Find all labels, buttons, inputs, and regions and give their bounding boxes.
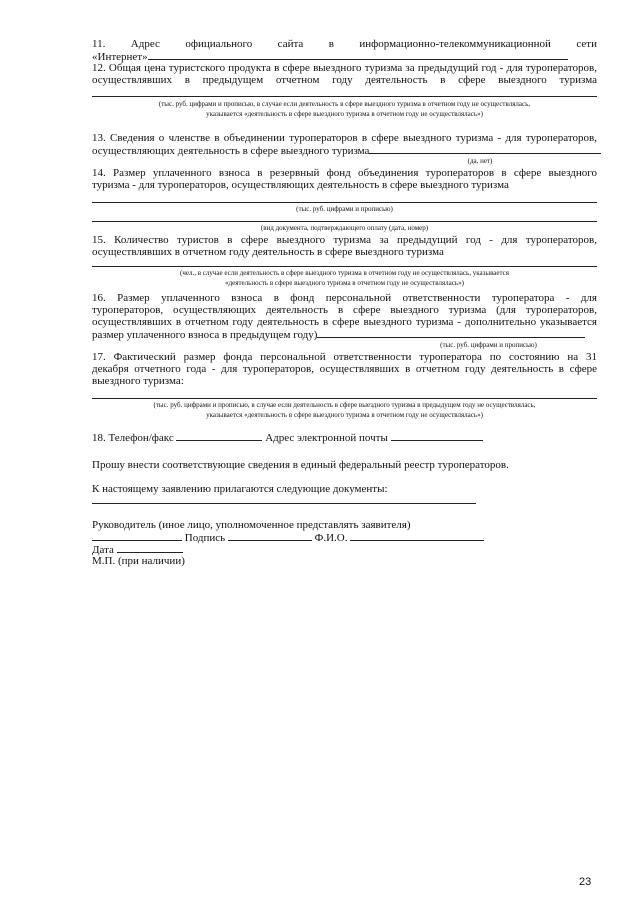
item16-line3: осуществлявших в отчетном году деятельность в сфере выездного туризма - дополнительно указывается — [92, 316, 597, 328]
membership-field[interactable] — [369, 144, 601, 154]
item12-field[interactable] — [92, 96, 597, 97]
fio-label: Ф.И.О. — [314, 532, 348, 544]
request-text: Прошу внести соответствующие сведения в единый федеральный реестр туроператоров. — [92, 459, 509, 471]
phone-label: 18. Телефон/факс — [92, 432, 174, 444]
phone-field[interactable] — [176, 431, 262, 441]
item14-line1: 14. Размер уплаченного взноса в резервный фонд объединения туроператоров в сфере выездного — [92, 167, 597, 179]
item15-note2: «деятельность в сфере выездного туризма в отчетном году не осуществлялась») — [225, 279, 464, 287]
seal-label: М.П. (при наличии) — [92, 555, 185, 567]
signature-head: Руководитель (иное лицо, уполномоченное представлять заявителя) — [92, 519, 411, 531]
item16-line1: 16. Размер уплаченного взноса в фонд персональной ответственности туроператора - для — [92, 292, 597, 304]
item13-label: осуществляющих деятельность в сфере выездного туризма — [92, 145, 370, 157]
liability-fund-size-field[interactable] — [92, 398, 597, 399]
item11-label: «Интернет» — [92, 51, 148, 63]
email-field[interactable] — [391, 431, 483, 441]
sign-label: Подпись — [184, 532, 226, 544]
website-field[interactable] — [148, 50, 568, 60]
item17-note2: указывается «деятельность в сфере выездного туризма в отчетном году не осуществлялась») — [206, 411, 483, 419]
page-number: 23 — [579, 876, 592, 888]
item17-line3: выездного туризма: — [92, 375, 184, 387]
liability-fund-fee-field[interactable] — [317, 328, 585, 338]
item15-line1: 15. Количество туристов в сфере выездного туризма за предыдущий год - для туроператоров, — [92, 234, 597, 246]
fio-field[interactable] — [350, 531, 484, 541]
position-field[interactable] — [92, 531, 182, 541]
item13-note: (да, нет) — [467, 157, 493, 165]
attachments-field[interactable] — [92, 503, 476, 504]
email-label: Адрес электронной почты — [265, 432, 388, 444]
item15-line2: осуществлявших в отчетном году деятельность в сфере выездного туризма — [92, 246, 444, 258]
date-field[interactable] — [117, 543, 183, 553]
date-label: Дата — [92, 544, 114, 556]
item17-note1: (тыс. руб. цифрами и прописью, в случае если деятельность в сфере выездного туризма в предыдущем году не осуществлялась, — [153, 401, 536, 409]
item14-note2: (вид документа, подтверждающего оплату (дата, номер) — [260, 224, 429, 232]
payment-document-field[interactable] — [92, 221, 597, 222]
item18-line — [92, 431, 597, 444]
reserve-fund-amount-field[interactable] — [92, 202, 597, 203]
signature-field[interactable] — [228, 531, 312, 541]
item12-note2: указывается «деятельность в сфере выездного туризма в отчетном году не осуществлялась») — [206, 110, 483, 118]
item12-line2: осуществлявших в предыдущем отчетном году деятельность в сфере выездного туризма — [92, 74, 597, 86]
item12-note1: (тыс. руб. цифрами и прописью, в случае если деятельность в сфере выездного туризма в отчетном году не осуществлялась, — [158, 100, 531, 108]
item16-line4 — [92, 328, 597, 341]
item17-line2: декабря отчетного года - для туроператоров, осуществлявших в отчетном году деятельность в сфере — [92, 363, 597, 375]
attachments-text: К настоящему заявлению прилагаются следующие документы: — [92, 483, 388, 495]
item17-line1: 17. Фактический размер фонда персональной ответственности туроператора по состоянию на 31 — [92, 351, 597, 363]
item16-line2: туроператоров, осуществляющих деятельность в сфере выездного туризма (для туроператоров, — [92, 304, 597, 316]
tourist-count-field[interactable] — [92, 266, 597, 267]
item16-note: (тыс. руб. цифрами и прописью) — [440, 341, 537, 349]
item14-line2: туризма - для туроператоров, осуществляющих деятельность в сфере выездного туризма — [92, 179, 509, 191]
item12-line1: 12. Общая цена туристского продукта в сфере выездного туризма за предыдущий год - для туроператоров, — [92, 62, 597, 74]
item11-line1: 11. Адрес официального сайта в информационно-телекоммуникационной сети — [92, 38, 597, 50]
item16-label: размер уплаченного взноса в предыдущем году) — [92, 329, 318, 341]
item14-note1: (тыс. руб. цифрами и прописью) — [296, 205, 393, 213]
item15-note1: (чел., в случае если деятельность в сфере выездного туризма в отчетном году не осуществлялась, указывается — [180, 269, 509, 277]
item13-line2 — [92, 144, 597, 157]
item13-line1: 13. Сведения о членстве в объединении туроператоров в сфере выездного туризма - для туроператоров, — [92, 132, 597, 144]
